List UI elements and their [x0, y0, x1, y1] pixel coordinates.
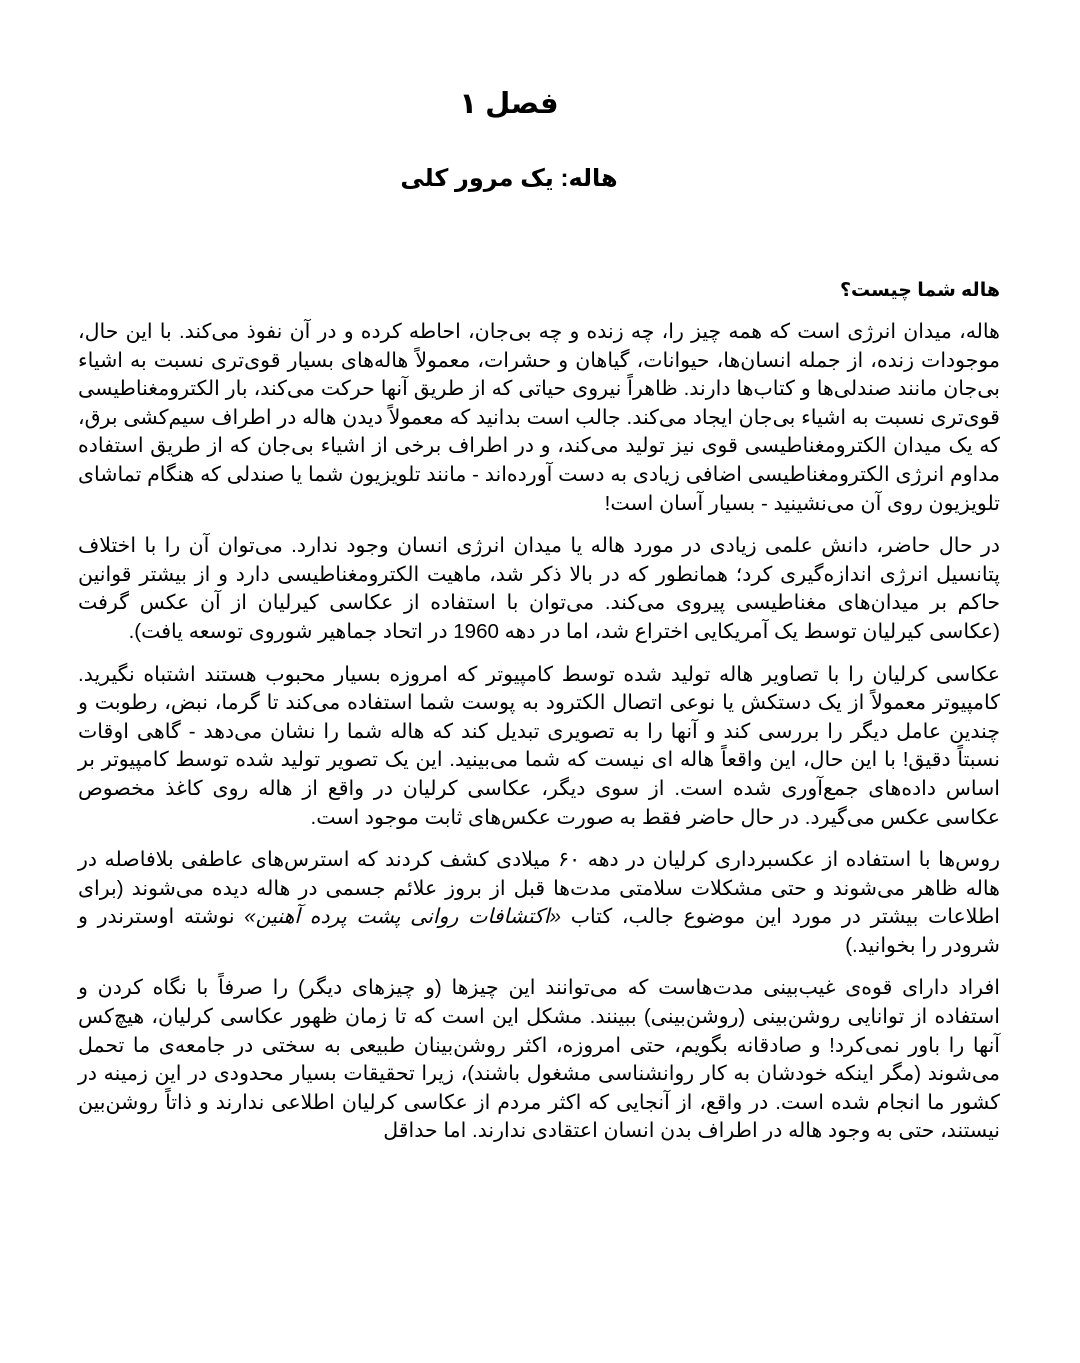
- paragraph-4: [78, 846, 1000, 960]
- book-title: «اکتشافات روانی پشت پرده آهنین»: [244, 905, 562, 929]
- paragraph-1: هاله، میدان انرژی است که همه چیز را، چه زنده و چه بی‌جان، احاطه کرده و در آن نفوذ می‌کند. با این حال، موجودات زنده، از جمله انسان‌ها، حیوانات، گیاهان و حشرات، معمولاً هاله‌های بسیار قوی‌تری نسبت به اشیاء بی‌جان مانند صندلی‌ها و کتاب‌ها دارند. ظاهراً نیروی حیاتی که از طریق آنها حرکت می‌کند، بار الکترومغناطیسی قوی‌تری نسبت به اشیاء بی‌جان ایجاد می‌کند. جالب است بدانید که معمولاً دیدن هاله در اطراف سیم‌کشی برق، که یک میدان الکترومغناطیسی قوی نیز تولید می‌کند، و در اطراف برخی از اشیاء بی‌جان که از طریق استفاده مداوم انرژی الکترومغناطیسی اضافی زیادی به دست آورده‌اند - مانند تلویزیون شما یا صندلی که هنگام تماشای تلویزیون روی آن می‌نشینید - بسیار آسان است!: [78, 320, 1000, 515]
- document-body: [78, 318, 1000, 1160]
- paragraph-2: در حال حاضر، دانش علمی زیادی در مورد هاله یا میدان انرژی انسان وجود ندارد. می‌توان آن را با اختلاف پتانسیل انرژی اندازه‌گیری کرد؛ همانطور که در بالا ذکر شد، ماهیت الکترومغناطیسی دارد و از بیشتر قوانین حاکم بر میدان‌های مغناطیسی پیروی می‌کند. می‌توان با استفاده از عکاسی کیرلیان از آن عکس گرفت (عکاسی کیرلیان توسط یک آمریکایی اختراع شد، اما در دهه 1960 در اتحاد جماهیر شوروی توسعه یافت).: [78, 534, 1000, 643]
- paragraph-5: افراد دارای قوه‌ی غیب‌بینی مدت‌هاست که می‌توانند این چیزها (و چیزهای دیگر) را صرفاً با نگاه کردن و استفاده از توانایی روشن‌بینی (روشن‌بینی) ببینند. مشکل این است که تا زمان ظهور عکاسی کرلیان، هیچ‌کس آنها را باور نمی‌کرد! و صادقانه بگویم، حتی امروزه، اکثر روشن‌بینان طبیعی به سختی در جامعه‌ی ما تحمل می‌شوند (مگر اینکه خودشان به کار روانشناسی مشغول باشند)، زیرا تحقیقات بسیار محدودی در این زمینه در کشور ما انجام شده است. در واقع، از آنجایی که اکثر مردم از عکاسی کرلیان اطلاعی ندارند و ذاتاً روشن‌بین نیستند، حتی به وجود هاله در اطراف بدن انسان اعتقادی ندارند. اما حداقل: [78, 976, 1000, 1143]
- paragraph-4-text-after: نوشته اوسترندر و شرودر را بخوانید.): [78, 905, 1000, 957]
- chapter-subtitle: هاله: یک مرور کلی: [400, 165, 618, 192]
- section-heading: هاله شما چیست؟: [840, 280, 1000, 301]
- paragraph-4-text-before: روس‌ها با استفاده از عکسبرداری کرلیان در دهه ۶۰ میلادی کشف کردند که استرس‌های عاطفی بلافاصله در هاله ظاهر می‌شوند و حتی مشکلات سلامتی مدت‌ها قبل از بروز علائم جسمی در هاله دیده می‌شوند (برای اطلاعات بیشتر در مورد این موضوع جالب، کتاب: [78, 848, 1001, 929]
- paragraph-3: عکاسی کرلیان را با تصاویر هاله تولید شده توسط کامپیوتر که امروزه بسیار محبوب هستند اشتباه نگیرید. کامپیوتر معمولاً از یک دستکش یا نوعی اتصال الکترود به پوست شما استفاده می‌کند تا گرما، نبض، رطوبت و چندین عامل دیگر را بررسی کند و آنها را به تصویری تبدیل کند که هاله شما را نشان می‌دهد - گاهی اوقات نسبتاً دقیق! با این حال، این واقعاً هاله ای نیست که شما می‌بینید. این یک تصویر تولید شده توسط کامپیوتر بر اساس داده‌های جمع‌آوری شده است. از سوی دیگر، عکاسی کرلیان در واقع از هاله روی کاغذ مخصوص عکاسی عکس می‌گیرد. در حال حاضر فقط به صورت عکس‌های ثابت موجود است.: [78, 662, 1000, 829]
- chapter-title: فصل ۱: [459, 88, 559, 120]
